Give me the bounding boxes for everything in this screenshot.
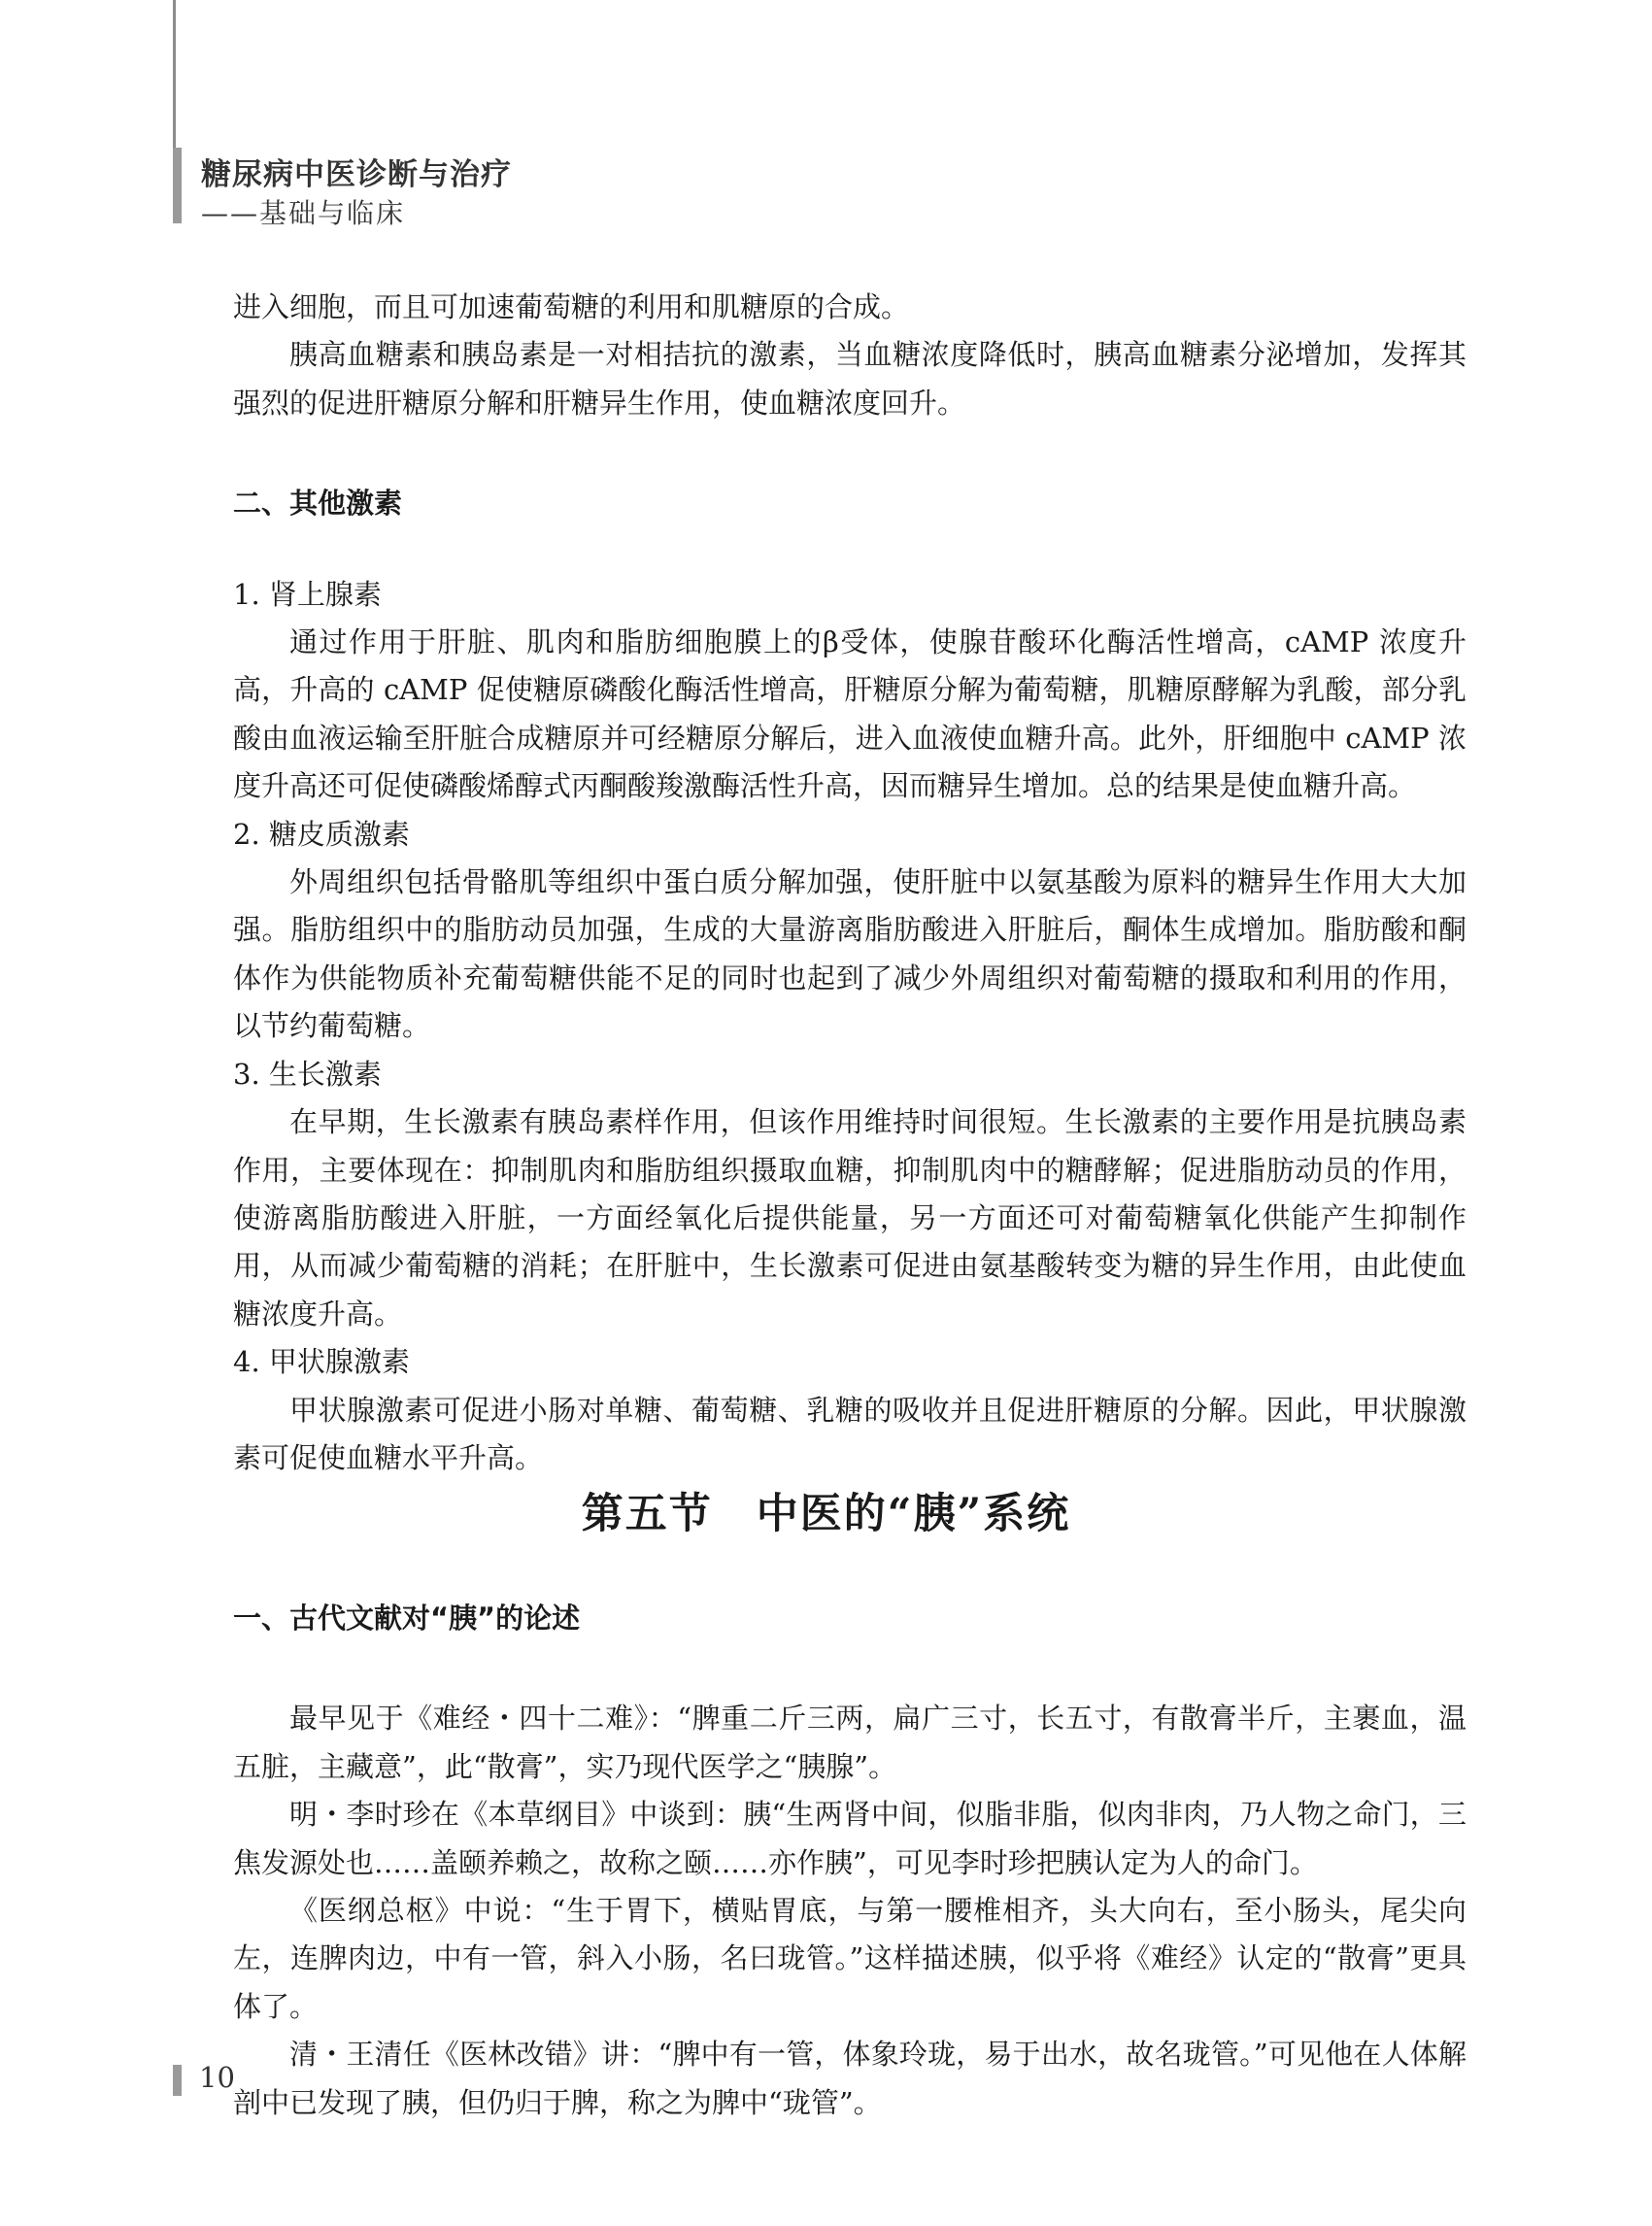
- running-header-subtitle: ——基础与临床: [201, 197, 406, 229]
- header-marker-bar: [173, 148, 182, 223]
- paragraph: 胰高血糖素和胰岛素是一对相拮抗的激素，当血糖浓度降低时，胰高血糖素分泌增加，发挥其强烈的促进肝糖原分解和肝糖异生作用，使血糖浓度回升。: [233, 338, 1467, 420]
- footer-marker-bar: [173, 2065, 182, 2096]
- paragraph: 在早期，生长激素有胰岛素样作用，但该作用维持时间很短。生长激素的主要作用是抗胰岛素作用，主要体现在：抑制肌肉和脂肪组织摄取血糖，抑制肌肉中的糖酵解；促进脂肪动员的作用，使游离脂肪酸进入肝脏，一方面经氧化后提供能量，另一方面还可对葡萄糖氧化供能产生抑制作用，从而减少葡萄糖的消耗；在肝脏中，生长激素可促进由氨基酸转变为糖的异生作用，由此使血糖浓度升高。: [233, 1105, 1467, 1331]
- paragraph: 进入细胞，而且可加速葡萄糖的利用和肌糖原的合成。: [233, 290, 910, 323]
- section-title: 第五节 中医的“胰”系统: [581, 1490, 1071, 1538]
- paragraph: 清・王清任《医林改错》讲：“脾中有一管，体象玲珑，易于出水，故名珑管。”可见他在人体解剖中已发现了胰，但仍归于脾，称之为脾中“珑管”。: [233, 2038, 1467, 2119]
- subheading-glucocorticoid: 2. 糖皮质激素: [233, 817, 410, 851]
- paragraph: 《医纲总枢》中说：“生于胃下，横贴胃底，与第一腰椎相齐，头大向右，至小肠头，尾尖向左，连脾肉边，中有一管，斜入小肠，名曰珑管。”这样描述胰，似乎将《难经》认定的“散膏”更具体了。: [233, 1894, 1467, 2023]
- subheading-thyroid-hormone: 4. 甲状腺激素: [233, 1345, 410, 1379]
- paragraph: 明・李时珍在《本草纲目》中谈到：胰“生两肾中间，似脂非脂，似肉非肉，乃人物之命门，三焦发源处也……盖颐养赖之，故称之颐……亦作胰”，可见李时珍把胰认定为人的命门。: [233, 1798, 1467, 1879]
- paragraph: 通过作用于肝脏、肌肉和脂肪细胞膜上的β受体，使腺苷酸环化酶活性增高，cAMP 浓度升高，升高的 cAMP 促使糖原磷酸化酶活性增高，肝糖原分解为葡萄糖，肌糖原酵解为乳酸，部分乳酸由血液运输至肝脏合成糖原并可经糖原分解后，进入血液使血糖升高。此外，肝细胞中 cAMP 浓度升高还可促使磷酸烯醇式丙酮酸羧激酶活性升高，因而糖异生增加。总的结果是使血糖升高。: [233, 625, 1467, 803]
- page-number: 10: [199, 2061, 235, 2094]
- section-heading-other-hormones: 二、其他激素: [233, 487, 403, 521]
- upper-text-block: [233, 284, 1467, 1482]
- paragraph: 外周组织包括骨骼肌等组织中蛋白质分解加强，使肝脏中以氨基酸为原料的糖异生作用大大加强。脂肪组织中的脂肪动员加强，生成的大量游离脂肪酸进入肝脏后，酮体生成增加。脂肪酸和酮体作为供能物质补充葡萄糖供能不足的同时也起到了减少外周组织对葡萄糖的摄取和利用的作用，以节约葡萄糖。: [233, 865, 1467, 1043]
- paragraph: 甲状腺激素可促进小肠对单糖、葡萄糖、乳糖的吸收并且促进肝糖原的分解。因此，甲状腺激素可促使血糖水平升高。: [233, 1393, 1467, 1474]
- running-header-title: 糖尿病中医诊断与治疗: [201, 157, 512, 192]
- subheading-growth-hormone: 3. 生长激素: [233, 1057, 382, 1091]
- subheading-adrenaline: 1. 肾上腺素: [233, 577, 382, 611]
- section-heading-ancient-literature: 一、古代文献对“胰”的论述: [233, 1602, 581, 1635]
- lower-text-block: [233, 1595, 1467, 2127]
- paragraph: 最早见于《难经・四十二难》：“脾重二斤三两，扁广三寸，长五寸，有散膏半斤，主裹血，温五脏，主藏意”，此“散膏”，实乃现代医学之“胰腺”。: [233, 1702, 1467, 1783]
